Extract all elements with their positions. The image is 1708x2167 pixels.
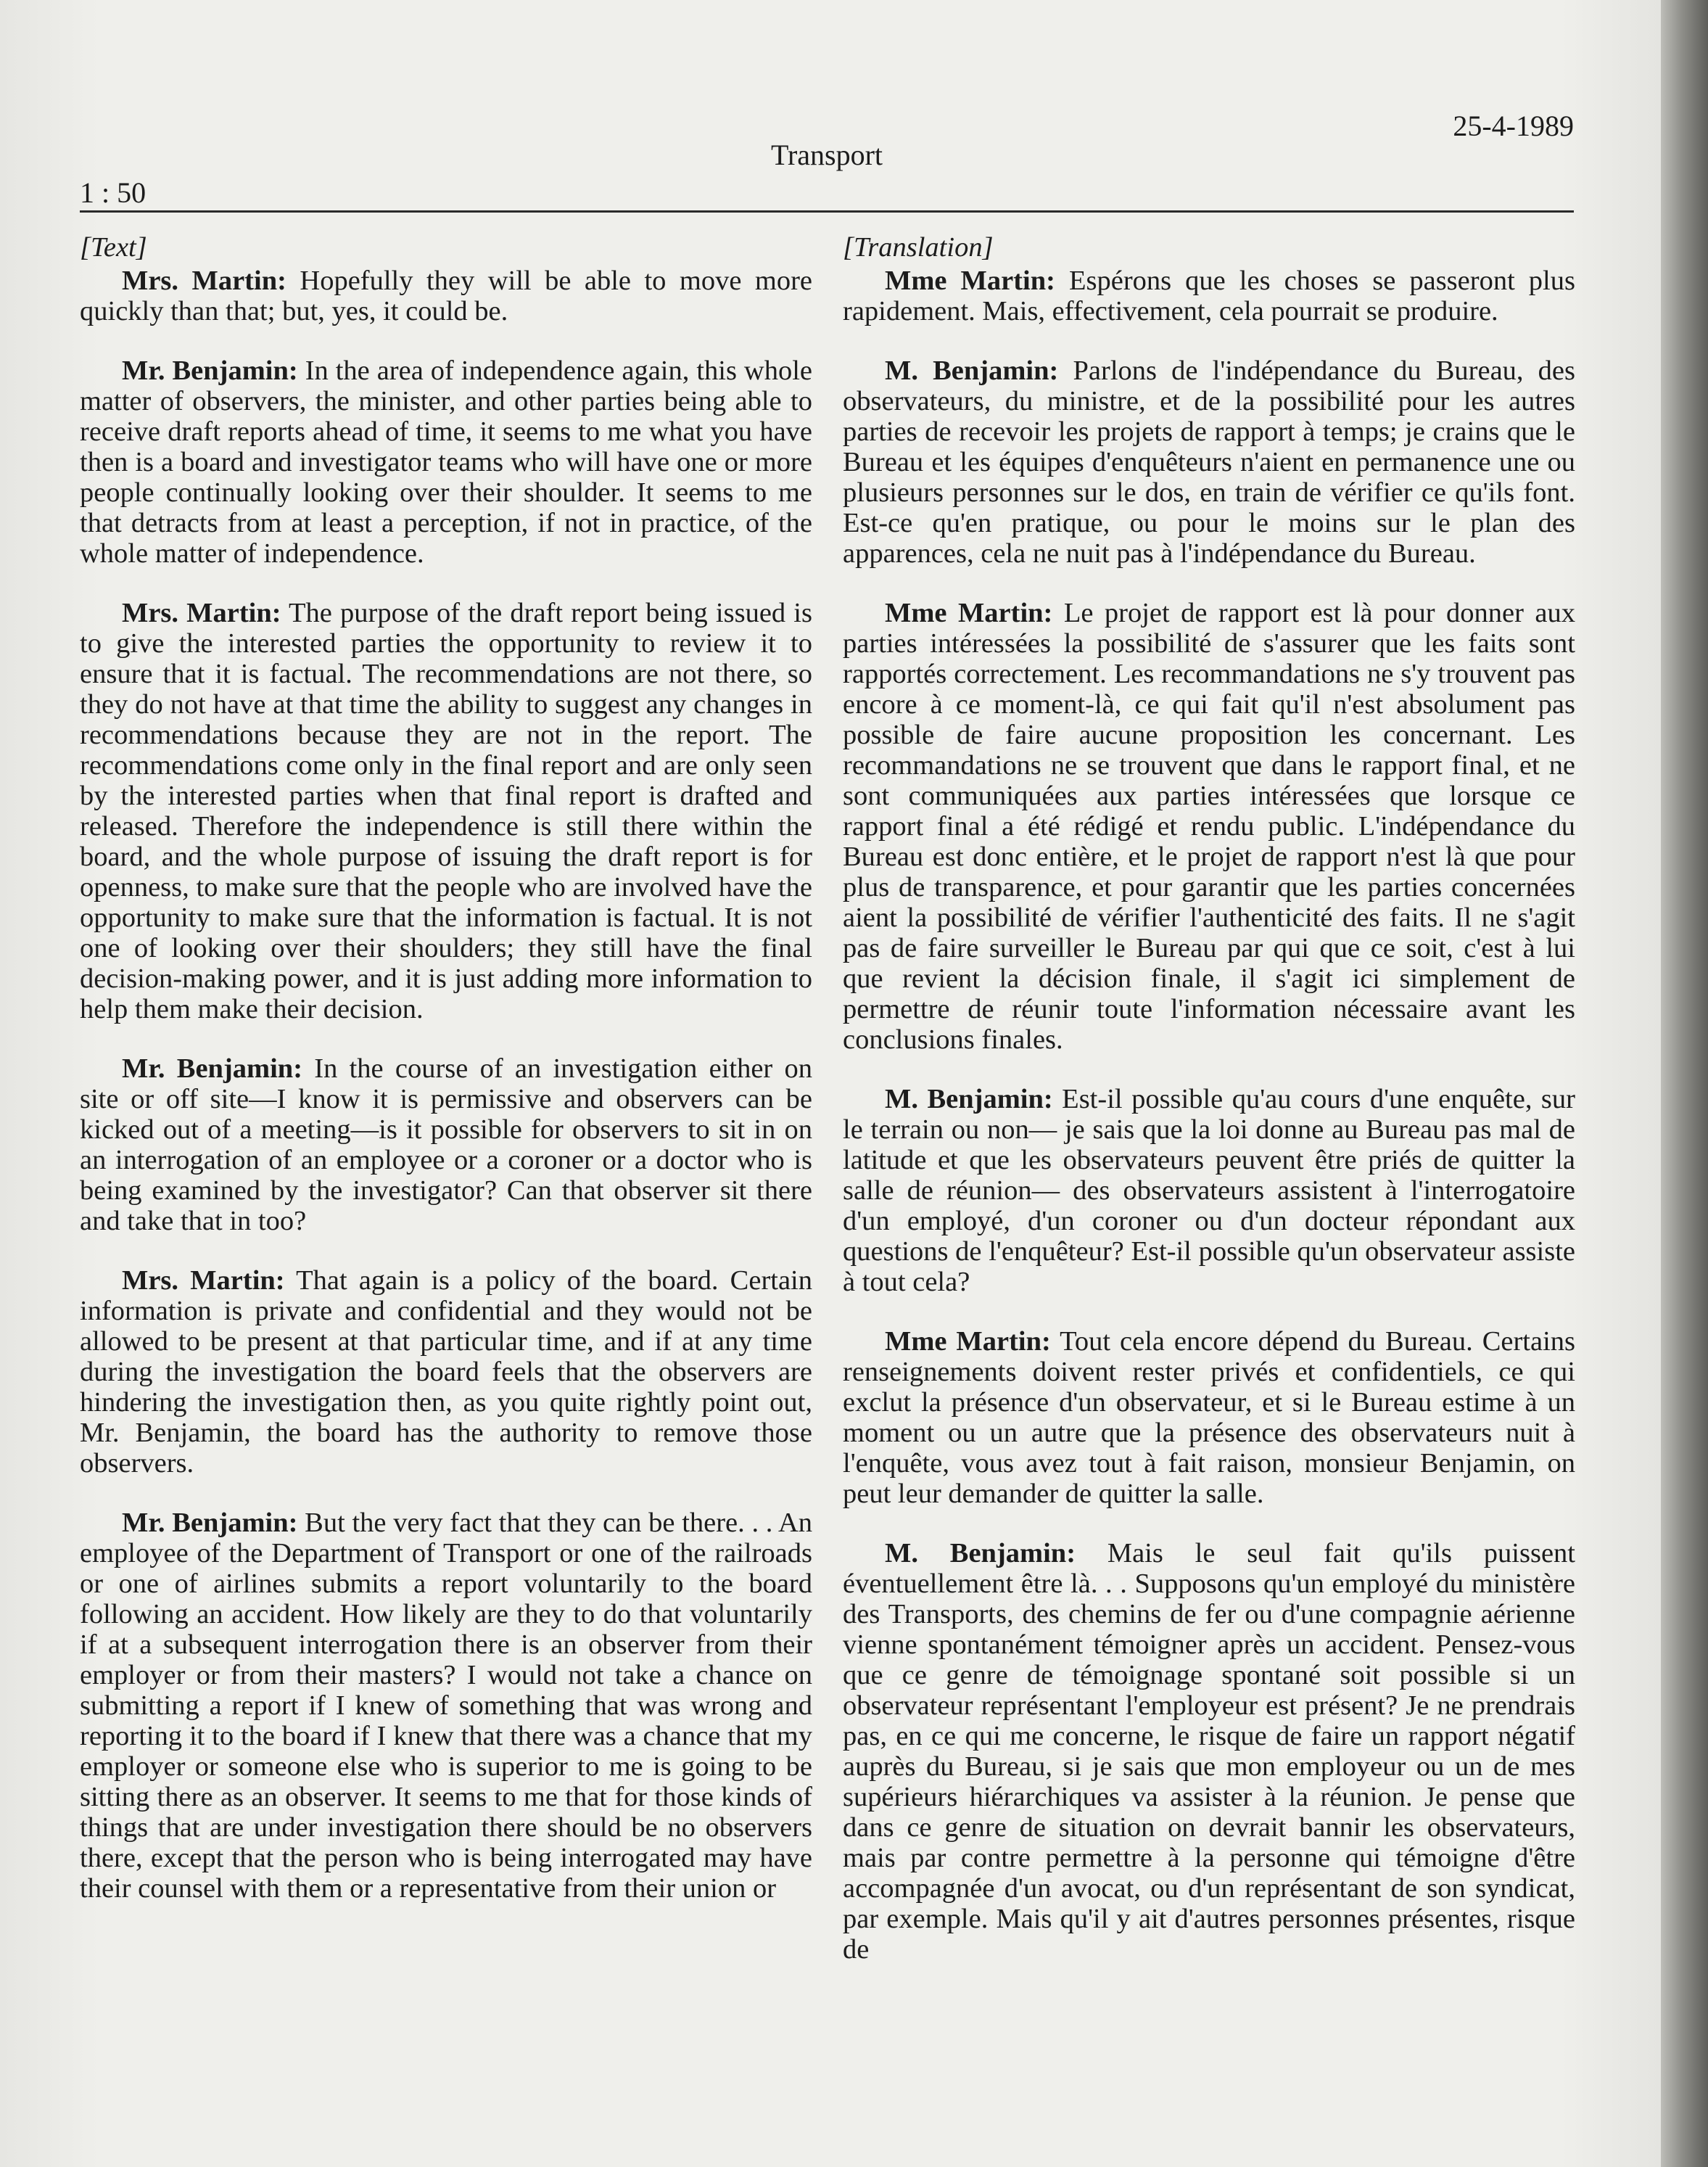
paragraph-text: That again is a policy of the board. Certain information is private and confidential and they would not be allowed to be present at that particular time, and if at any time during the investigation the board feels that the observers are hindering the investigation then, as you quite rightly point out, Mr. Benjamin, the board has the authority to remove those observers. — [80, 1265, 812, 1479]
paragraph-text: Le projet de rapport est là pour donner aux parties intéressées la possibilité de s'assurer que les faits sont rapportés correctement. Les recommandations ne s'y trouvent pas encore à ce moment-là, ce qui fait qu'il n'est absolument pas possible de faire aucune proposition les concernant. Les recommandations ne se trouvent que dans le rapport final, et ne sont communiquées aux parties intéressées que lorsque ce rapport final a été rédigé et rendu public. L'indépendance du Bureau est donc entière, et le projet de rapport n'est là que pour plus de transparence, et pour garantir que les parties concernées aient la possibilité de vérifier l'authenticité des faits. Il ne s'agit pas de faire surveiller le Bureau par qui que ce soit, c'est à lui que revient la décision finale, il s'agit ici simplement de permettre de réunir toute l'information nécessaire avant les conclusions finales. — [843, 598, 1575, 1055]
speaker-name: Mrs. Martin: — [122, 1265, 285, 1296]
column-marker: [Text] — [80, 232, 147, 263]
paragraph — [843, 1538, 1575, 1965]
speaker-name: Mme Martin: — [885, 1326, 1051, 1357]
speaker-name: Mr. Benjamin: — [122, 1508, 298, 1538]
paragraph — [80, 1265, 812, 1479]
paragraph-text: Mais le seul fait qu'ils puissent éventuellement être là. . . Supposons qu'un employé du ministère des Transports, des chemins de fer ou d'une compagnie aérienne vienne spontanément témoigner après un accident. Pensez-vous que ce genre de témoignage spontané soit possible si un observateur représentant l'employeur est présent? Je ne prendrais pas, en ce qui me concerne, le risque de faire un rapport négatif auprès du Bureau, si je sais que mon employeur ou un de mes supérieurs hiérarchiques va assister à la réunion. Je pense que dans ce genre de situation on devrait bannir les observateurs, mais par contre permettre à la personne qui témoigne d'être accompagnée d'un avocat, ou d'un représentant de son syndicat, par exemple. Mais qu'il y ait d'autres personnes présentes, risque de — [843, 1538, 1575, 1965]
paragraph — [843, 266, 1575, 326]
paragraph — [80, 598, 812, 1024]
speaker-name: Mr. Benjamin: — [122, 1053, 303, 1084]
speaker-name: Mme Martin: — [885, 266, 1055, 296]
paragraph-text: Hopefully they will be able to move more quickly than that; but, yes, it could be. — [80, 266, 812, 326]
speaker-name: Mme Martin: — [885, 598, 1053, 628]
paragraph — [843, 1084, 1575, 1297]
speaker-name: M. Benjamin: — [885, 1084, 1053, 1114]
paragraph-text: Est-il possible qu'au cours d'une enquête, sur le terrain ou non— je sais que la loi donne au Bureau pas mal de latitude et que les observateurs peuvent être priés de quitter la salle de réunion— des observateurs assistent à l'interrogatoire d'un employé, d'un coroner ou d'un docteur répondant aux questions de l'enquêteur? Est-il possible qu'un observateur assiste à tout cela? — [843, 1084, 1575, 1297]
paragraph — [80, 266, 812, 326]
paragraph-text: But the very fact that they can be there. . . An employee of the Department of Transport or one of the railroads or one of airlines submits a report voluntarily to the board following an accident. How likely are they to do that voluntarily if at a subsequent interrogation there is an observer from their employer or from their masters? I would not take a chance on submitting a report if I knew of something that was wrong and reporting it to the board if I knew that there was a chance that my employer or someone else who is superior to me is going to be sitting there as an observer. It seems to me that for those kinds of things that are under investigation there should be no observers there, except that the person who is being interrogated may have their counsel with them or a representative from their union or — [80, 1508, 812, 1904]
paragraph-text: Parlons de l'indépendance du Bureau, des observateurs, du ministre, et de la possibilité pour les autres parties de recevoir les projets de rapport à temps; je crains que le Bureau et les équipes d'enquêteurs n'aient en permanence une ou plusieurs personnes sur le dos, en train de vérifier ce qu'ils font. Est-ce qu'en pratique, ou pour le moins sur le plan des apparences, cela ne nuit pas à l'indépendance du Bureau. — [843, 355, 1576, 569]
paragraph — [843, 355, 1575, 569]
paragraph — [80, 1508, 812, 1904]
header-date: 25-4-1989 — [1453, 110, 1574, 142]
paragraph-text: The purpose of the draft report being issued is to give the interested parties the opportunity to review it to ensure that it is factual. The recommendations are not there, so they do not have at that time the ability to suggest any changes in recommendations because they are not in the report. The recommendations come only in the final report and are only seen by the interested parties when that final report is drafted and released. Therefore the independence is still there within the board, and the whole purpose of issuing the draft report is for openness, to make sure that the people who are involved have the opportunity to make sure that the information is factual. It is not one of looking over their shoulders; they still have the final decision-making power, and it is just adding more information to help them make their decision. — [80, 598, 812, 1024]
paragraph-text: Tout cela encore dépend du Bureau. Certains renseignements doivent rester privés et confidentiels, ce qui exclut la présence d'un observateur, et si le Bureau estime à un moment ou un autre que la présence des observateurs nuit à l'enquête, vous avez tout à fait raison, monsieur Benjamin, on peut leur demander de quitter la salle. — [843, 1326, 1575, 1509]
paragraph — [80, 355, 812, 569]
right-column-french — [843, 232, 1575, 1994]
paragraph — [843, 1326, 1575, 1509]
speaker-name: M. Benjamin: — [885, 355, 1059, 386]
header-page-number: 1 : 50 — [80, 176, 147, 209]
speaker-name: Mrs. Martin: — [122, 266, 286, 296]
column-marker: [Translation] — [843, 232, 994, 263]
paragraph-text: In the course of an investigation either on site or off site—I know it is permissive and observers can be kicked out of a meeting—is it possible for observers to sit in on an interrogation of an employee or a coroner or a doctor who is being examined by the investigator? Can that observer sit there and take that in too? — [80, 1053, 812, 1236]
paragraph — [80, 1053, 812, 1236]
speaker-name: Mrs. Martin: — [122, 598, 281, 628]
speaker-name: M. Benjamin: — [885, 1538, 1076, 1568]
speaker-name: Mr. Benjamin: — [122, 355, 298, 386]
paragraph-text: In the area of independence again, this whole matter of observers, the minister, and other parties being able to receive draft reports ahead of time, it seems to me what you have then is a board and investigator teams who will have one or more people continually looking over their shoulder. It seems to me that detracts from at least a perception, if not in practice, of the whole matter of independence. — [80, 355, 812, 569]
page-header — [80, 109, 1574, 218]
left-column-english — [80, 232, 812, 1933]
book-edge-shadow — [1661, 0, 1708, 2167]
paragraph — [843, 598, 1575, 1055]
header-section-title: Transport — [770, 139, 883, 171]
paragraph-text: Espérons que les choses se passeront plus rapidement. Mais, effectivement, cela pourrait se produire. — [843, 266, 1575, 326]
header-rule — [80, 210, 1574, 213]
